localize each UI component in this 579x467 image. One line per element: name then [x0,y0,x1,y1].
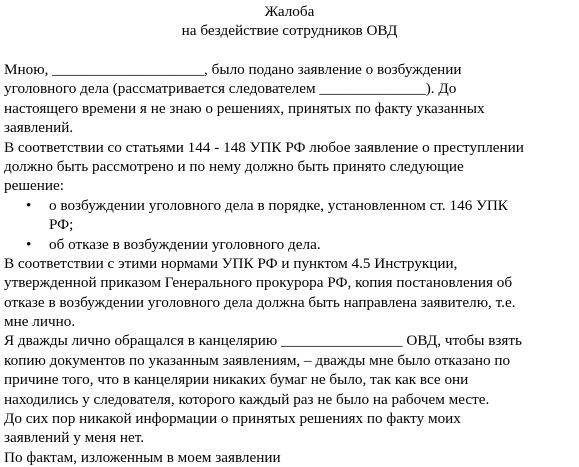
document-header [0,0,579,41]
document-body [4,60,576,467]
list-item-text: о возбуждении уголовного дела в порядке, установленном ст. 146 УПК [49,196,508,214]
paragraph-1 [4,60,576,196]
list-item [4,235,576,254]
text-line: мне лично. [4,313,76,331]
list-item [4,196,576,235]
text-line: отказе в возбуждении уголовного дела должна быть направлена заявителю, т.е. [4,293,516,311]
bullet-icon: • [26,196,32,214]
text-line: В соответствии с этими нормами УПК РФ и пунктом 4.5 Инструкции, [4,254,458,272]
text-line: По фактам, изложенным в моем заявлении [4,448,281,466]
text-line: До сих пор никакой информации о принятых решениях по факту моих [4,410,461,428]
text-line: В соответствии со статьями 144 - 148 УПК РФ любое заявление о преступлении [4,138,524,156]
document-title: Жалоба [264,3,315,20]
text-line: причине того, что в канцелярии никаких бумаг не было, так как все они [4,371,469,389]
bullet-icon: • [26,235,32,253]
text-line: заявлений у меня нет. [4,429,145,447]
paragraph-2 [4,254,576,467]
text-line: находились у следователя, которого каждый раз не было на рабочем месте. [4,390,490,408]
list-item-text: об отказе в возбуждении уголовного дела. [49,235,321,253]
text-line: решение: [4,177,64,195]
text-line: должно быть рассмотрено и по нему должно быть принято следующие [4,157,464,175]
text-line: Я дважды лично обращался в канцелярию ________________ ОВД, чтобы взять [4,332,522,350]
text-line: Мною, ____________________, было подано заявление о возбуждении [4,61,462,78]
text-line: утвержденной приказом Генерального прокурора РФ, копия постановления об [4,274,513,292]
text-line: заявлений. [4,119,74,137]
list-item-text: РФ; [49,216,74,234]
text-line: настоящего времени я не знаю о решениях, принятых по факту указанных [4,99,485,117]
text-line: копию документов по указанным заявлениям, – дважды мне было отказано по [4,351,511,369]
document-subtitle: на бездействие сотрудников ОВД [181,22,398,40]
text-line: уголовного дела (рассматривается следователем ______________). До [4,80,457,98]
decision-list [4,196,576,254]
